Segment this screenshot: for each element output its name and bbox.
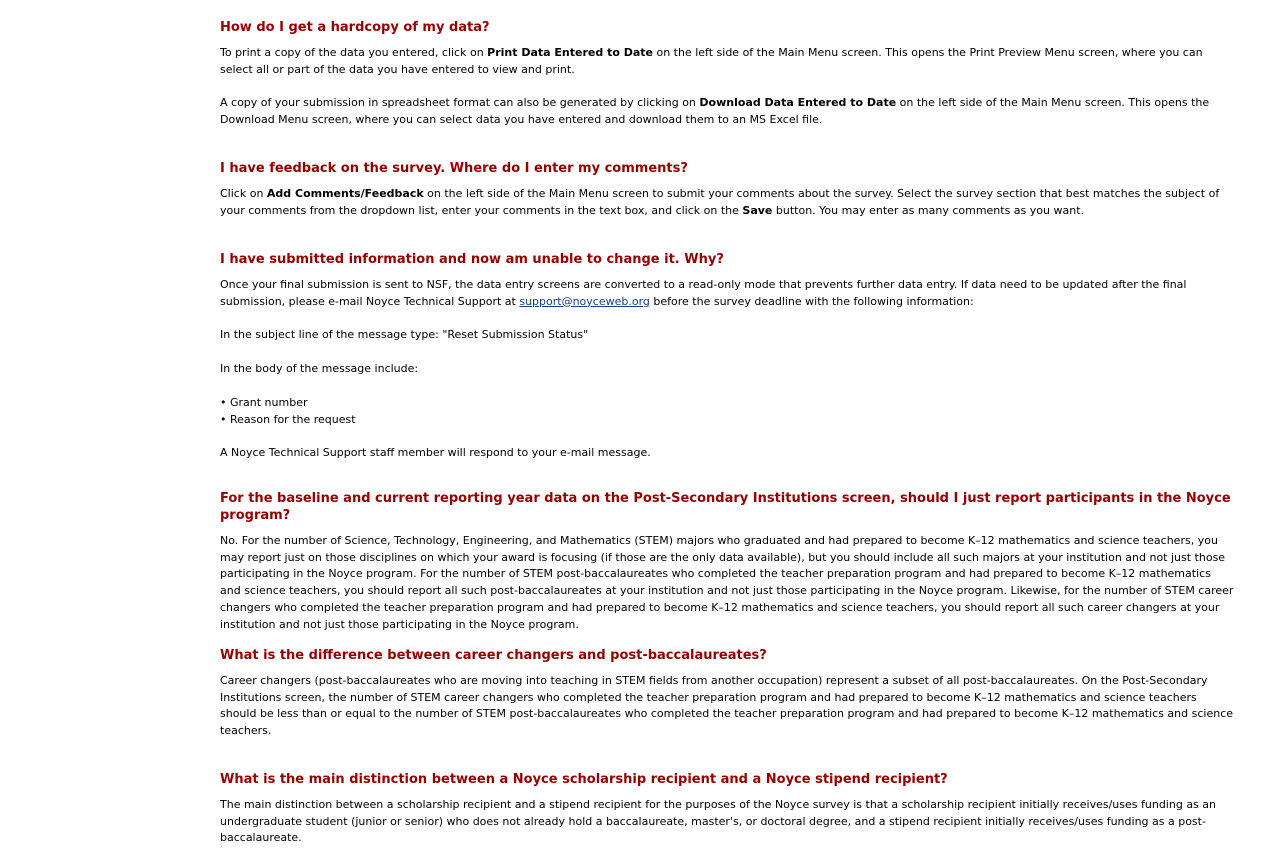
menu-option-print-data: Print Data Entered to Date bbox=[487, 46, 653, 59]
menu-option-download-data: Download Data Entered to Date bbox=[699, 96, 897, 110]
faq-question: I have submitted information and now am unable to change it. Why? bbox=[220, 252, 724, 267]
faq-question: I have feedback on the survey. Where do I enter my comments? bbox=[220, 161, 688, 176]
faq-career-changers bbox=[220, 647, 1234, 740]
support-email-link[interactable]: support@noyceweb.org bbox=[519, 294, 650, 308]
faq-question: For the baseline and current reporting year data on the Post-Secondary Institutions screen, should I just report participants in the Noyce program? bbox=[220, 491, 1231, 523]
faq-answer-paragraph: No. For the number of Science, Technology, Engineering, and Mathematics (STEM) majors who graduated and had prepared to become K–12 mathematics and science teachers, you may report just on those disciplines on which your award is focusing (if those are the only data available), but you should include all such majors at your institution and not just those participating in the Noyce program. For the number of STEM post-baccalaureates who completed the teacher preparation program and had prepared to become K–12 mathematics and science teachers, you should report all such post-baccalaureates at your institution and not just those participating in the Noyce program. Likewise, for the number of STEM career changers who completed the teacher preparation program and had prepared to become K–12 mathematics and science teachers, you should report all such career changers at your institution and not just those participating in the Noyce program. bbox=[220, 534, 1234, 631]
faq-answer-paragraph: Career changers (post-baccalaureates who are moving into teaching in STEM fields from another occupation) represent a subset of all post-baccalaureates. On the Post-Secondary Institutions screen, the number of STEM career changers who completed the teacher preparation program and had prepared to become K–12 mathematics and science teachers should be less than or equal to the number of STEM post-baccalaureates who completed the teacher preparation program and had prepared to become K–12 mathematics and science teachers. bbox=[220, 674, 1234, 738]
faq-question: What is the main distinction between a Noyce scholarship recipient and a Noyce stipend recipient? bbox=[220, 772, 948, 787]
faq-answer-paragraph bbox=[220, 45, 1234, 78]
save-button-label: Save bbox=[742, 203, 773, 217]
faq-hardcopy bbox=[220, 19, 1234, 129]
faq-question: What is the difference between career changers and post-baccalaureates? bbox=[220, 648, 767, 663]
faq-answer-paragraph: In the body of the message include: bbox=[220, 362, 419, 376]
faq-answer-paragraph: A Noyce Technical Support staff member will respond to your e-mail message. bbox=[220, 446, 651, 460]
faq-answer-paragraph: In the subject line of the message type: "Reset Submission Status" bbox=[220, 328, 589, 342]
faq-answer-paragraph: The main distinction between a scholarship recipient and a stipend recipient for the purposes of the Noyce survey is that a scholarship recipient initially receives/uses funding as an undergraduate student (junior or senior) who does not already hold a baccalaureate, master's, or doctoral degree, and a stipend recipient initially receives/uses funding as a post-baccalaureate. bbox=[220, 798, 1216, 845]
answer-text: Once your final submission is sent to NSF, the data entry screens are converted to a read-only mode that prevents further data entry. If data need to be updated after the final submission, please e-mail Noyce Technical Support at bbox=[220, 278, 1187, 308]
faq-question: How do I get a hardcopy of my data? bbox=[220, 20, 490, 35]
answer-text: Click on bbox=[220, 187, 267, 200]
faq-baseline bbox=[220, 490, 1234, 633]
faq-feedback bbox=[220, 160, 1234, 219]
answer-text: To print a copy of the data you entered, click on bbox=[220, 46, 488, 59]
answer-text: button. You may enter as many comments as you want. bbox=[772, 203, 1085, 217]
list-item: • Grant number bbox=[220, 395, 308, 409]
faq-distinction bbox=[220, 771, 1234, 847]
faq-submitted bbox=[220, 251, 1234, 462]
answer-text: before the survey deadline with the following information: bbox=[649, 294, 974, 308]
answer-text: on the left side of the Main Menu screen. This opens the Print Preview Menu screen, where you can select all or part of the data you have entered to view and print. bbox=[220, 46, 1203, 76]
answer-text: on the left side of the Main Menu screen to submit your comments about the survey. Select the survey section that best matches the subject of your comments from the dropdown list, enter your comments in the text box, and click on the bbox=[220, 187, 1220, 217]
answer-text: on the left side of the Main Menu screen. This opens the Download Menu screen, where you can select data you have entered and download them to an MS Excel file. bbox=[220, 96, 1210, 127]
faq-answer-paragraph bbox=[220, 95, 1234, 128]
list-item: • Reason for the request bbox=[220, 412, 356, 426]
faq-answer-paragraph bbox=[220, 277, 1234, 310]
faq-answer-paragraph bbox=[220, 186, 1234, 219]
bullet-list bbox=[220, 395, 1234, 428]
answer-text: A copy of your submission in spreadsheet format can also be generated by clicking on bbox=[220, 96, 700, 110]
menu-option-add-comments: Add Comments/Feedback bbox=[266, 187, 424, 200]
